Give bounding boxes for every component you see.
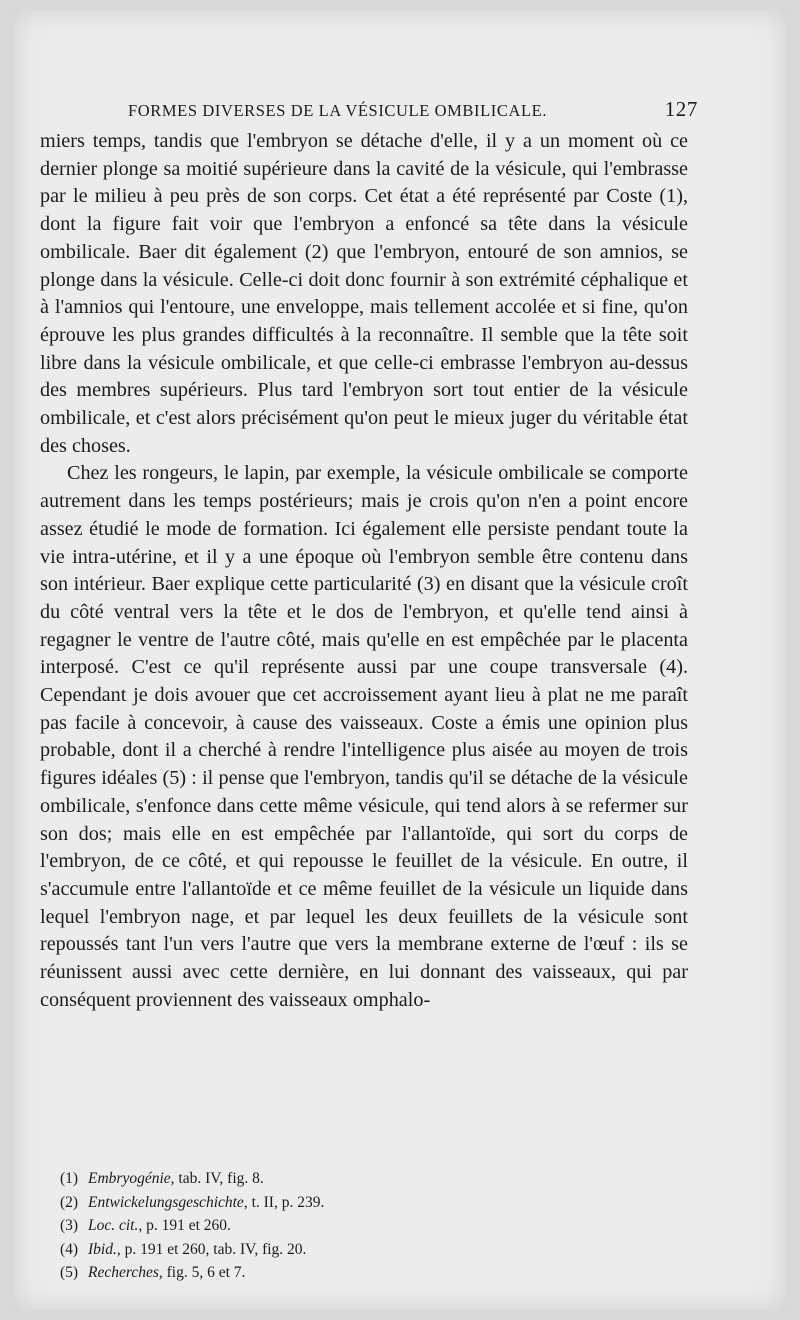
footnote-detail: , tab. IV, fig. 8. <box>170 1170 264 1187</box>
paragraph-continued: miers temps, tandis que l'embryon se détache d'elle, il y a un moment où ce dernier plonge sa moitié supérieure dans la cavité de la vésicule, qui l'embrasse par le milieu à peu près de son corps. Cet état a été représenté par Coste (1), dont la figure fait voir que l'embryon a enfoncé sa tête dans la vésicule ombilicale. Baer dit également (2) que l'embryon, entouré de son amnios, se plonge dans la vésicule. Celle-ci doit donc fournir à son extrémité céphalique et à l'amnios qui l'entoure, une enveloppe, mais tellement accolée et si fine, qu'on éprouve les plus grandes difficultés à la reconnaître. Il semble que la tête soit libre dans la vésicule ombilicale, et que celle-ci embrasse l'embryon au-dessus des membres supérieurs. Plus tard l'embryon sort tout entier de la vésicule ombilicale, et c'est alors précisément qu'on peut le mieux juger du véritable état des choses. <box>40 130 688 457</box>
footnote-number: (5) <box>60 1264 79 1282</box>
footnote-2 <box>60 1191 680 1215</box>
footnote-4 <box>60 1238 680 1262</box>
footnote-number: (1) <box>60 1170 79 1187</box>
footnotes <box>60 1167 680 1285</box>
running-head <box>128 97 698 121</box>
footnote-reference: Loc. cit. <box>88 1217 139 1235</box>
footnote-detail: , t. II, p. 239. <box>243 1193 325 1211</box>
footnote-3 <box>60 1214 680 1238</box>
footnote-number: (3) <box>60 1217 79 1235</box>
footnote-number: (4) <box>60 1240 79 1258</box>
footnote-reference: Recherches <box>88 1264 159 1282</box>
footnote-1 <box>60 1167 680 1191</box>
footnote-reference: Entwickelungsgeschichte <box>88 1193 244 1211</box>
paragraph-rongeurs: Chez les rongeurs, le lapin, par exemple, la vésicule ombilicale se comporte autrement dans les temps postérieurs; mais je crois qu'on n'en a point encore assez étudié le mode de formation. Ici également elle persiste pendant toute la vie intra-utérine, et il y a une époque où l'embryon semble être contenu dans son intérieur. Baer explique cette particularité (3) en disant que la vésicule croît du côté ventral vers la tête et le dos de l'embryon, et qu'elle tend ainsi à regagner le ventre de l'autre côté, mais qu'elle en est empêchée par le placenta interposé. C'est ce qu'il représente aussi par une coupe transversale (4). Cependant je dois avouer que cet accroissement ayant lieu à plat ne me paraît pas facile à concevoir, à cause des vaisseaux. Coste a émis une opinion plus probable, dont il a cherché à rendre l'intelligence plus aisée au moyen de trois figures idéales (5) : il pense que l'embryon, tandis qu'il se détache de la vésicule ombilicale, s'enfonce dans cette même vésicule, qui tend alors à se refermer sur son dos; mais elle en est empêchée par l'allantoïde, qui sort du corps de l'embryon, de ce côté, et qui repousse le feuillet de la vésicule. En outre, il s'accumule entre l'allantoïde et ce même feuillet de la vésicule un liquide dans lequel l'embryon nage, et par lequel les deux feuillets de la vésicule sont repoussés tant l'un vers l'autre que vers la membrane externe de l'œuf : ils se réunissent aussi avec cette dernière, en lui donnant des vaisseaux, qui par conséquent proviennent des vaisseaux omphalo- <box>40 462 688 1011</box>
footnote-detail: , p. 191 et 260, tab. IV, fig. 20. <box>116 1240 307 1258</box>
body-text <box>40 128 688 1015</box>
page-number: 127 <box>664 97 698 121</box>
footnote-number: (2) <box>60 1193 79 1211</box>
footnote-reference: Ibid. <box>88 1240 117 1258</box>
running-head-title: FORMES DIVERSES DE LA VÉSICULE OMBILICALE. <box>128 101 548 120</box>
footnote-reference: Embryogénie <box>88 1170 171 1187</box>
footnote-5 <box>60 1261 680 1285</box>
footnote-detail: , p. 191 et 260. <box>138 1217 231 1235</box>
footnote-detail: , fig. 5, 6 et 7. <box>158 1264 246 1282</box>
